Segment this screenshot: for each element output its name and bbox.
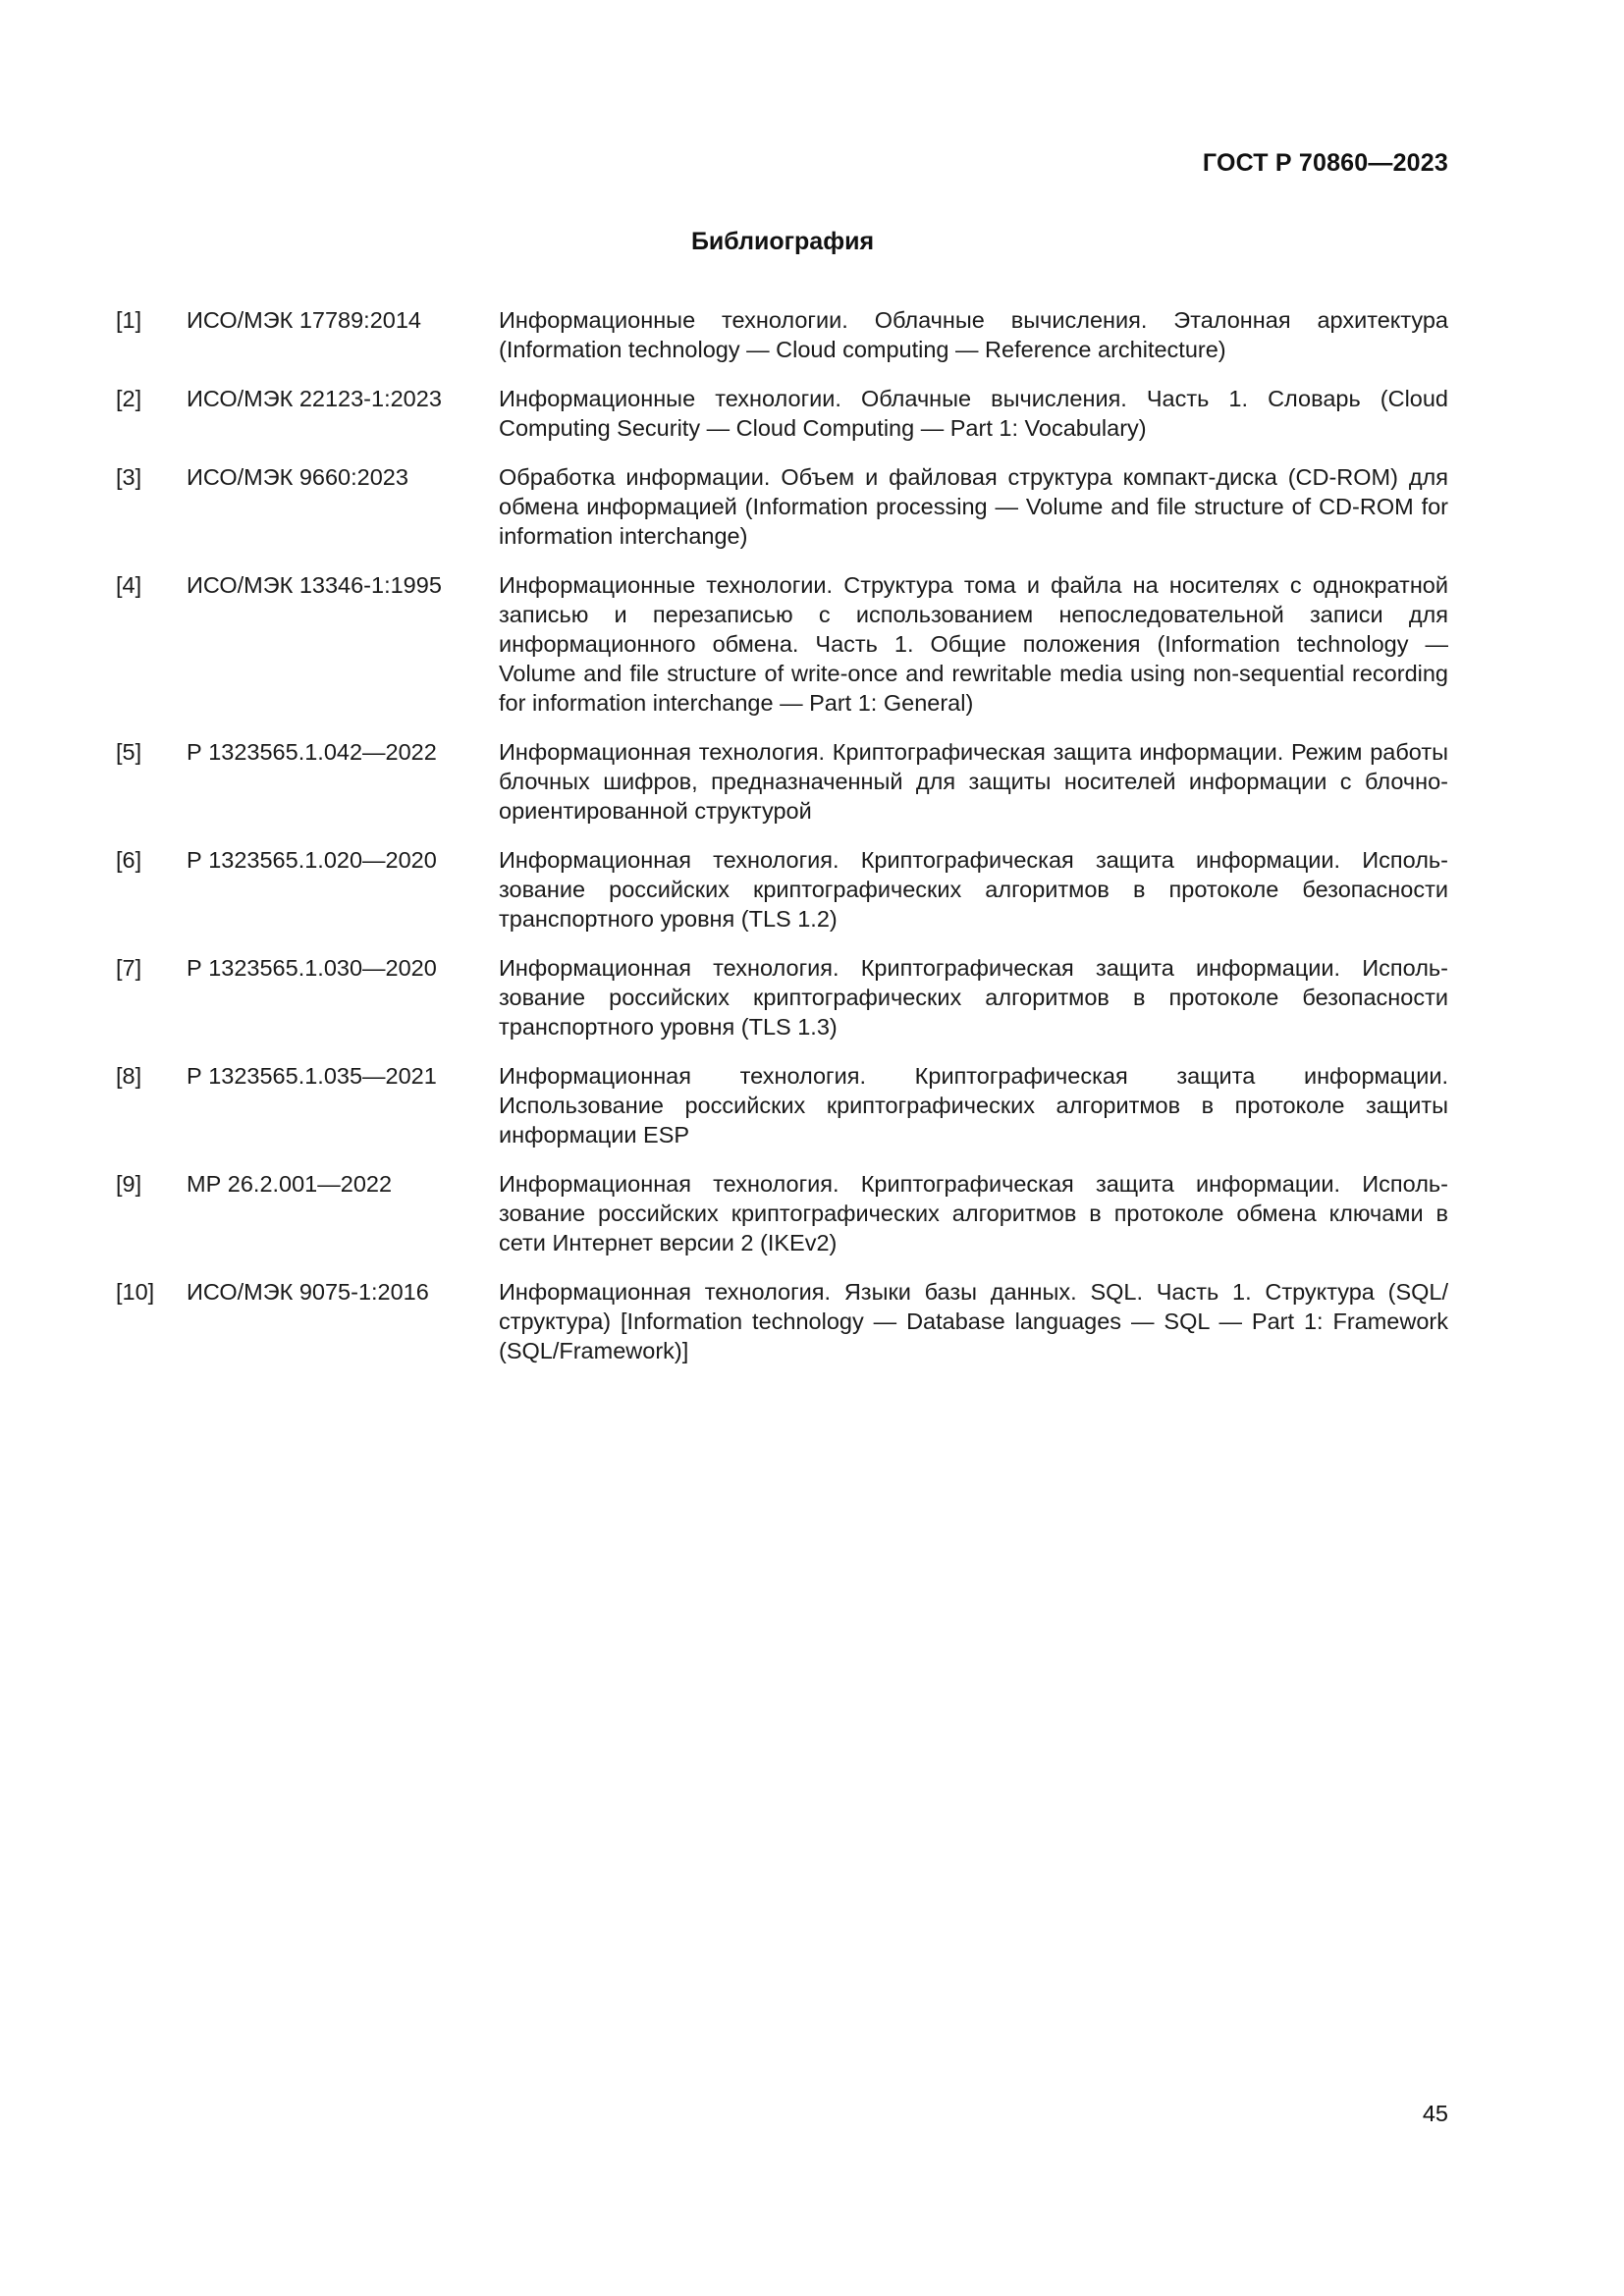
entry-document-code: ИСО/МЭК 9075-1:2016 bbox=[187, 1279, 429, 1305]
entry-title: Обработка информации. Объем и файловая структура компакт-диска (CD-ROM) для обмена информацией (Information processing — Volume and file structure of CD-ROM for information interchange) bbox=[499, 464, 1448, 549]
entry-title: Информационные технологии. Структура тома и файла на носителях с однократной записью и перезаписью с использованием непоследовательной записи для информационного обмена. Часть 1. Общие положения (Information technology — Volume and file structure of write-once and rewritable media using non-sequential recording for information interchange — Part 1: General) bbox=[499, 572, 1448, 716]
bibliography-entry bbox=[116, 1061, 1448, 1149]
entry-title: Информационная технология. Криптографическая защита информации. Режим работы блочных шифров, предназначенный для защиты носителей информации с блочно-ориентированной структурой bbox=[499, 739, 1448, 824]
bibliography-entry bbox=[116, 953, 1448, 1041]
entry-title: Информационная технология. Криптографическая защита информации. Использование российских криптографических алгоритмов в протоколе защиты информации ESP bbox=[499, 1063, 1448, 1148]
entry-document-code: Р 1323565.1.020—2020 bbox=[187, 847, 437, 873]
bibliography-entry bbox=[116, 737, 1448, 826]
entry-document-code: МР 26.2.001—2022 bbox=[187, 1171, 393, 1197]
entry-title: Информационные технологии. Облачные вычисления. Часть 1. Словарь (Cloud Computing Security — Cloud Computing — Part 1: Vocabulary) bbox=[499, 386, 1448, 441]
entry-title: Информационная технология. Криптографическая защита информации. Использование российских криптографических алгоритмов в протоколе безопасности транспортного уровня (TLS 1.2) bbox=[499, 847, 1448, 932]
entry-number: [1] bbox=[116, 307, 142, 333]
entry-number: [8] bbox=[116, 1063, 142, 1089]
bibliography-entry bbox=[116, 462, 1448, 551]
bibliography-entry bbox=[116, 384, 1448, 443]
entry-title: Информационная технология. Криптографическая защита информации. Использование российских криптографических алгоритмов в протоколе обмена ключами в сети Интернет версии 2 (IKEv2) bbox=[499, 1171, 1448, 1255]
entry-document-code: Р 1323565.1.030—2020 bbox=[187, 955, 437, 981]
bibliography-list bbox=[116, 305, 1448, 1385]
page-number: 45 bbox=[1422, 2101, 1448, 2126]
entry-number: [7] bbox=[116, 955, 142, 981]
entry-number: [3] bbox=[116, 464, 142, 490]
entry-number: [2] bbox=[116, 386, 142, 411]
entry-number: [9] bbox=[116, 1171, 142, 1197]
bibliography-entry bbox=[116, 1277, 1448, 1365]
entry-title: Информационная технология. Криптографическая защита информации. Использование российских криптографических алгоритмов в протоколе безопасности транспортного уровня (TLS 1.3) bbox=[499, 955, 1448, 1040]
entry-document-code: ИСО/МЭК 9660:2023 bbox=[187, 464, 408, 490]
document-code-header: ГОСТ Р 70860—2023 bbox=[1202, 149, 1448, 177]
bibliography-entry bbox=[116, 305, 1448, 364]
entry-document-code: ИСО/МЭК 13346-1:1995 bbox=[187, 572, 442, 598]
entry-number: [6] bbox=[116, 847, 142, 873]
entry-number: [4] bbox=[116, 572, 142, 598]
entry-document-code: Р 1323565.1.042—2022 bbox=[187, 739, 437, 765]
entry-document-code: ИСО/МЭК 22123-1:2023 bbox=[187, 386, 442, 411]
entry-number: [10] bbox=[116, 1279, 155, 1305]
bibliography-entry bbox=[116, 845, 1448, 934]
bibliography-entry bbox=[116, 1169, 1448, 1257]
entry-title: Информационные технологии. Облачные вычисления. Эталонная архитектура (Information technology — Cloud computing — Reference architecture) bbox=[499, 307, 1448, 362]
entry-title: Информационная технология. Языки базы данных. SQL. Часть 1. Структура (SQL/ структура) [Information technology — Database languages — SQL — Part 1: Framework (SQL/Framework)] bbox=[499, 1279, 1448, 1363]
entry-number: [5] bbox=[116, 739, 142, 765]
section-title: Библиография bbox=[690, 228, 875, 255]
entry-document-code: Р 1323565.1.035—2021 bbox=[187, 1063, 437, 1089]
entry-document-code: ИСО/МЭК 17789:2014 bbox=[187, 307, 421, 333]
bibliography-entry bbox=[116, 570, 1448, 718]
